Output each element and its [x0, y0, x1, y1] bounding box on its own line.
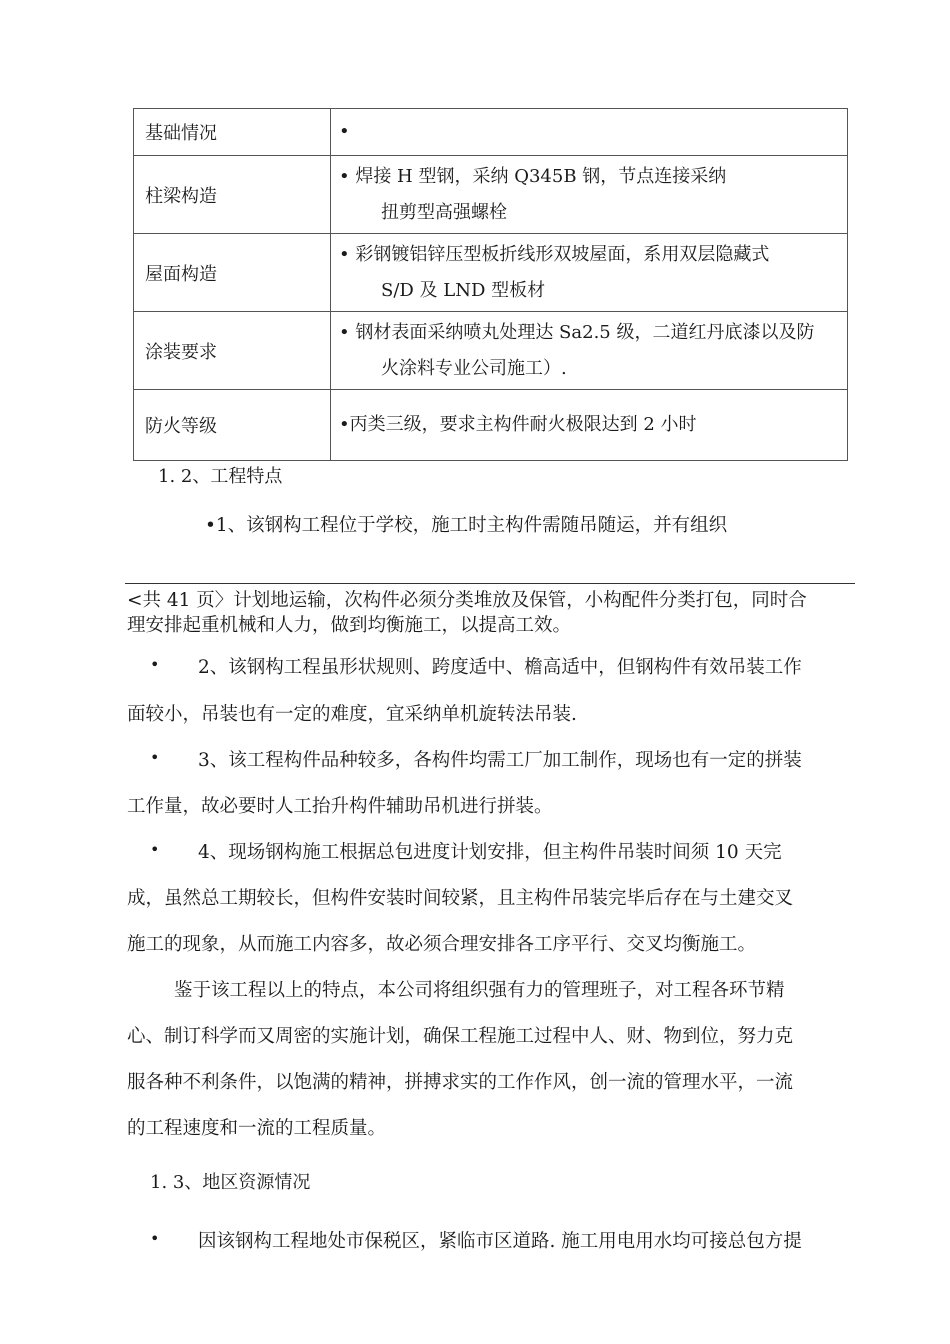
- paragraph-line: <共 41 页〉计划地运输，次构件必须分类堆放及保管，小构配件分类打包，同时合: [127, 590, 807, 611]
- row-value-line: •丙类三级，要求主构件耐火极限达到 2 小时: [339, 414, 697, 435]
- row-value-line: • 彩钢镀铝锌压型板折线形双坡屋面，系用双层隐藏式: [339, 243, 770, 265]
- row-label: 屋面构造: [134, 234, 331, 312]
- bullet-marker: •: [150, 748, 160, 767]
- paragraph-line: 2、该钢构工程虽形状规则、跨度适中、檐高适中，但钢构件有效吊装工作: [198, 657, 802, 678]
- row-value-line: 扭剪型高强螺栓: [381, 201, 507, 223]
- project-spec-table: [133, 108, 848, 461]
- paragraph-line: 服各种不利条件，以饱满的精神，拼搏求实的工作作风，创一流的管理水平，一流: [127, 1072, 794, 1093]
- bullet-marker: •: [150, 1229, 160, 1248]
- paragraph-line: 3、该工程构件品种较多，各构件均需工厂加工制作，现场也有一定的拼装: [198, 750, 802, 771]
- table-row: [134, 109, 848, 156]
- paragraph-line: 理安排起重机械和人力，做到均衡施工，以提高工效。: [127, 615, 572, 636]
- paragraph-line: 面较小，吊装也有一定的难度，宜采纳单机旋转法吊装.: [127, 704, 577, 725]
- bullet-marker: •: [150, 840, 160, 859]
- paragraph-line: 4、现场钢构施工根据总包进度计划安排，但主构件吊装时间须 10 天完: [198, 842, 782, 863]
- paragraph-line: 施工的现象，从而施工内容多，故必须合理安排各工序平行、交叉均衡施工。: [127, 934, 757, 955]
- section-heading-1-2: 1. 2、工程特点: [158, 466, 283, 487]
- row-value-line: • 钢材表面采纳喷丸处理达 Sa2.5 级，二道红丹底漆以及防: [339, 321, 815, 343]
- row-value-line: S/D 及 LND 型板材: [381, 279, 546, 301]
- row-value-line: • 焊接 H 型钢，采纳 Q345B 钢，节点连接采纳: [339, 165, 727, 187]
- paragraph-line: 成，虽然总工期较长，但构件安装时间较紧，且主构件吊装完毕后存在与土建交叉: [127, 888, 794, 909]
- row-value-line: •: [339, 121, 350, 142]
- paragraph-line: 工作量，故必要时人工抬升构件辅助吊机进行拼装。: [127, 796, 553, 817]
- table-row: [134, 390, 848, 461]
- table-row: [134, 156, 848, 234]
- row-label: 柱梁构造: [134, 156, 331, 234]
- page-divider: [125, 583, 855, 584]
- row-value: [331, 390, 848, 461]
- table-row: [134, 234, 848, 312]
- row-label: 涂装要求: [134, 312, 331, 390]
- table-row: [134, 312, 848, 390]
- section-heading-1-3: 1. 3、地区资源情况: [150, 1172, 311, 1193]
- row-value: [331, 109, 848, 156]
- row-label: 基础情况: [134, 109, 331, 156]
- row-value: [331, 312, 848, 390]
- paragraph-line: •1、该钢构工程位于学校，施工时主构件需随吊随运，并有组织: [205, 515, 728, 536]
- row-label: 防火等级: [134, 390, 331, 461]
- paragraph-line: 因该钢构工程地处市保税区，紧临市区道路. 施工用电用水均可接总包方提: [198, 1231, 802, 1252]
- paragraph-line: 心、制订科学而又周密的实施计划，确保工程施工过程中人、财、物到位，努力克: [127, 1026, 794, 1047]
- row-value: [331, 234, 848, 312]
- row-value-line: 火涂料专业公司施工）.: [381, 357, 567, 379]
- bullet-marker: •: [150, 655, 160, 674]
- row-value: [331, 156, 848, 234]
- paragraph-line: 鉴于该工程以上的特点，本公司将组织强有力的管理班子，对工程各环节精: [174, 980, 785, 1001]
- paragraph-line: 的工程速度和一流的工程质量。: [127, 1118, 387, 1139]
